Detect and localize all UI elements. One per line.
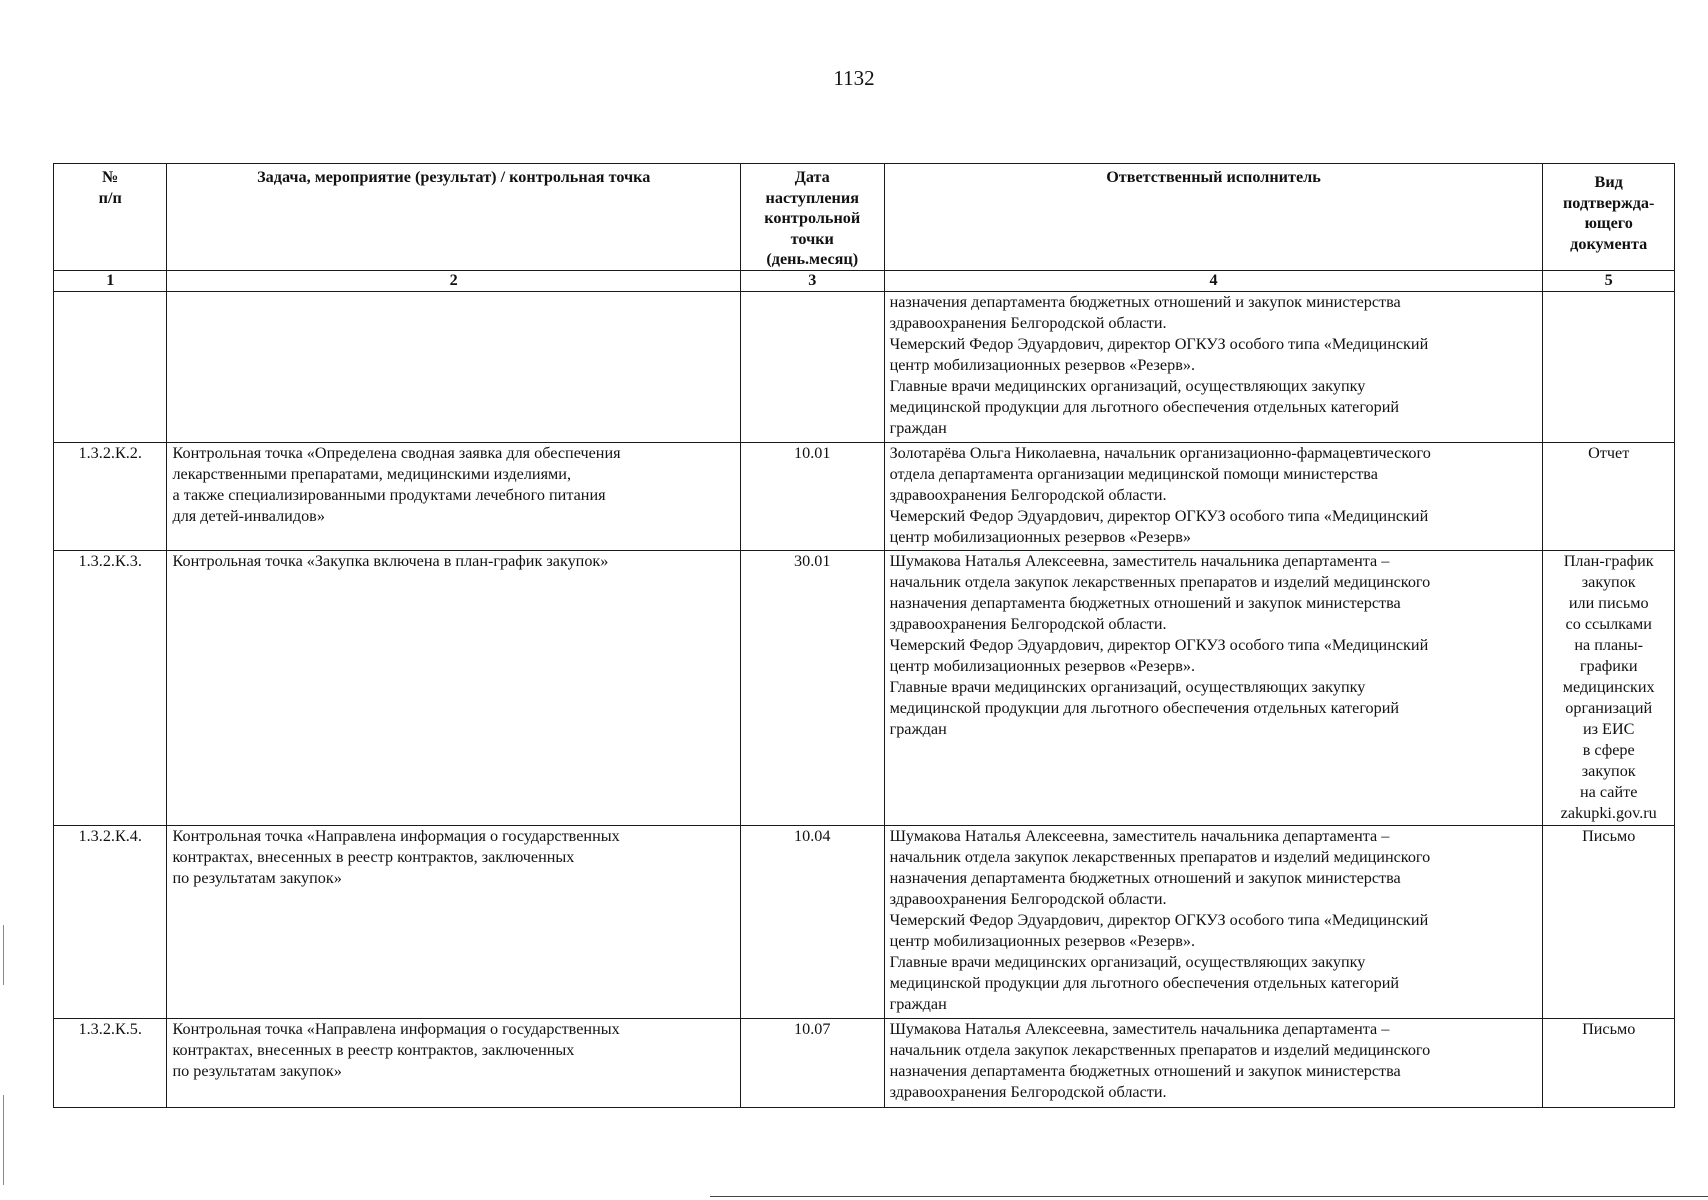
- text-line: из ЕИС: [1582, 719, 1635, 738]
- text-line: здравоохранения Белгородской области.: [889, 889, 1167, 908]
- scan-margin-mark: [3, 1095, 4, 1185]
- table-row: [54, 442, 1675, 550]
- text-line: Контрольная точка «Направлена информация о государственных: [172, 826, 620, 845]
- document-cell: [1543, 442, 1675, 550]
- text-line: Вид: [1594, 173, 1623, 191]
- text-line: или письмо: [1568, 593, 1649, 612]
- text-line: контрактах, внесенных в реестр контрактов, заключенных: [172, 1040, 575, 1059]
- text-line: закупок: [1581, 761, 1636, 780]
- text-line: граждан: [889, 994, 947, 1013]
- document-cell: [1543, 825, 1675, 1018]
- text-line: Задача, мероприятие (результат) / контрольная точка: [257, 168, 651, 186]
- text-line: здравоохранения Белгородской области.: [889, 1082, 1167, 1101]
- column-number: 1: [54, 270, 167, 291]
- text-line: назначения департамента бюджетных отношений и закупок министерства: [889, 1061, 1401, 1080]
- document-cell: [1543, 550, 1675, 825]
- responsible-cell: [884, 442, 1543, 550]
- text-line: (день.месяц): [766, 250, 859, 268]
- table-row: [54, 291, 1675, 442]
- control-points-table: [53, 163, 1675, 1108]
- text-line: медицинской продукции для льготного обеспечения отдельных категорий: [889, 698, 1400, 717]
- responsible-cell: [884, 1018, 1543, 1107]
- date-cell: 30.01: [740, 550, 884, 825]
- task-cell: [167, 291, 740, 442]
- text-line: подтвержда-: [1562, 193, 1655, 212]
- text-line: Письмо: [1582, 1019, 1636, 1038]
- text-line: Контрольная точка «Закупка включена в план-график закупок»: [172, 551, 609, 570]
- text-line: Дата: [794, 168, 830, 186]
- text-line: Шумакова Наталья Алексеевна, заместитель начальника департамента –: [889, 826, 1390, 845]
- text-line: Чемерский Федор Эдуардович, директор ОГКУЗ особого типа «Медицинский: [889, 635, 1429, 654]
- column-number: 3: [740, 270, 884, 291]
- column-number: 2: [167, 270, 740, 291]
- text-line: План-график: [1563, 551, 1654, 570]
- text-line: организаций: [1565, 698, 1653, 717]
- footer-rule: [710, 1196, 1708, 1197]
- text-line: Контрольная точка «Направлена информация о государственных: [172, 1019, 620, 1038]
- header-date: [740, 164, 884, 271]
- text-line: центр мобилизационных резервов «Резерв».: [889, 355, 1195, 374]
- text-line: zakupki.gov.ru: [1560, 803, 1657, 822]
- text-line: ющего: [1584, 214, 1633, 232]
- date-cell: 10.07: [740, 1018, 884, 1107]
- text-line: центр мобилизационных резервов «Резерв»: [889, 527, 1191, 546]
- column-number: 5: [1543, 270, 1675, 291]
- text-line: наступления: [765, 188, 859, 207]
- header-responsible: [884, 164, 1543, 271]
- text-line: Шумакова Наталья Алексеевна, заместитель начальника департамента –: [889, 551, 1390, 570]
- task-cell: [167, 550, 740, 825]
- text-line: граждан: [889, 719, 947, 738]
- text-line: начальник отдела закупок лекарственных препаратов и изделий медицинского: [889, 572, 1431, 591]
- text-line: здравоохранения Белгородской области.: [889, 313, 1167, 332]
- task-cell: [167, 442, 740, 550]
- task-cell: [167, 1018, 740, 1107]
- text-line: медицинской продукции для льготного обеспечения отдельных категорий: [889, 973, 1400, 992]
- text-line: Ответственный исполнитель: [1106, 168, 1321, 186]
- text-line: закупок: [1581, 572, 1636, 591]
- table-row: [54, 550, 1675, 825]
- text-line: а также специализированными продуктами лечебного питания: [172, 485, 606, 504]
- row-number: 1.3.2.К.4.: [54, 825, 167, 1018]
- text-line: на планы-: [1574, 635, 1644, 654]
- column-numbers-row: [54, 270, 1675, 291]
- text-line: Письмо: [1582, 826, 1636, 845]
- text-line: Чемерский Федор Эдуардович, директор ОГКУЗ особого типа «Медицинский: [889, 910, 1429, 929]
- page-number: 1132: [833, 66, 875, 90]
- text-line: Чемерский Федор Эдуардович, директор ОГКУЗ особого типа «Медицинский: [889, 506, 1429, 525]
- text-line: лекарственными препаратами, медицинскими изделиями,: [172, 464, 571, 483]
- text-line: назначения департамента бюджетных отношений и закупок министерства: [889, 868, 1401, 887]
- text-line: по результатам закупок»: [172, 868, 342, 887]
- text-line: медицинской продукции для льготного обеспечения отдельных категорий: [889, 397, 1400, 416]
- document-cell: [1543, 1018, 1675, 1107]
- header-document: [1543, 164, 1675, 271]
- text-line: начальник отдела закупок лекарственных препаратов и изделий медицинского: [889, 847, 1431, 866]
- text-line: начальник отдела закупок лекарственных препаратов и изделий медицинского: [889, 1040, 1431, 1059]
- responsible-cell: [884, 550, 1543, 825]
- text-line: граждан: [889, 418, 947, 437]
- text-line: центр мобилизационных резервов «Резерв».: [889, 656, 1195, 675]
- text-line: №: [102, 168, 119, 186]
- date-cell: 10.01: [740, 442, 884, 550]
- text-line: здравоохранения Белгородской области.: [889, 485, 1167, 504]
- responsible-cell: [884, 291, 1543, 442]
- text-line: здравоохранения Белгородской области.: [889, 614, 1167, 633]
- text-line: Главные врачи медицинских организаций, осуществляющих закупку: [889, 376, 1366, 395]
- header-task: [167, 164, 740, 271]
- text-line: Контрольная точка «Определена сводная заявка для обеспечения: [172, 443, 621, 462]
- date-cell: 10.04: [740, 825, 884, 1018]
- responsible-cell: [884, 825, 1543, 1018]
- text-line: Чемерский Федор Эдуардович, директор ОГКУЗ особого типа «Медицинский: [889, 334, 1429, 353]
- scan-margin-mark: [3, 925, 4, 985]
- text-line: Шумакова Наталья Алексеевна, заместитель начальника департамента –: [889, 1019, 1390, 1038]
- text-line: точки: [790, 229, 834, 248]
- text-line: отдела департамента организации медицинской помощи министерства: [889, 464, 1378, 483]
- row-number: 1.3.2.К.5.: [54, 1018, 167, 1107]
- row-number: [54, 291, 167, 442]
- column-number: 4: [884, 270, 1543, 291]
- text-line: контрактах, внесенных в реестр контрактов, заключенных: [172, 847, 575, 866]
- text-line: Золотарёва Ольга Николаевна, начальник организационно-фармацевтического: [889, 443, 1431, 462]
- text-line: на сайте: [1580, 782, 1638, 801]
- text-line: контрольной: [764, 209, 861, 227]
- date-cell: [740, 291, 884, 442]
- text-line: назначения департамента бюджетных отношений и закупок министерства: [889, 292, 1401, 311]
- table-row: [54, 825, 1675, 1018]
- text-line: в сфере: [1582, 740, 1635, 759]
- text-line: по результатам закупок»: [172, 1061, 342, 1080]
- text-line: назначения департамента бюджетных отношений и закупок министерства: [889, 593, 1401, 612]
- text-line: со ссылками: [1565, 614, 1652, 633]
- row-number: 1.3.2.К.3.: [54, 550, 167, 825]
- table-row: [54, 1018, 1675, 1107]
- text-line: Главные врачи медицинских организаций, осуществляющих закупку: [889, 677, 1366, 696]
- text-line: Отчет: [1588, 443, 1630, 462]
- text-line: для детей-инвалидов»: [172, 506, 325, 525]
- text-line: центр мобилизационных резервов «Резерв».: [889, 931, 1195, 950]
- table-header-row: [54, 164, 1675, 271]
- document-cell: [1543, 291, 1675, 442]
- task-cell: [167, 825, 740, 1018]
- text-line: Главные врачи медицинских организаций, осуществляющих закупку: [889, 952, 1366, 971]
- text-line: документа: [1570, 234, 1648, 253]
- text-line: п/п: [98, 188, 122, 207]
- text-line: графики: [1579, 656, 1638, 675]
- row-number: 1.3.2.К.2.: [54, 442, 167, 550]
- text-line: медицинских: [1562, 677, 1655, 696]
- header-num: [54, 164, 167, 271]
